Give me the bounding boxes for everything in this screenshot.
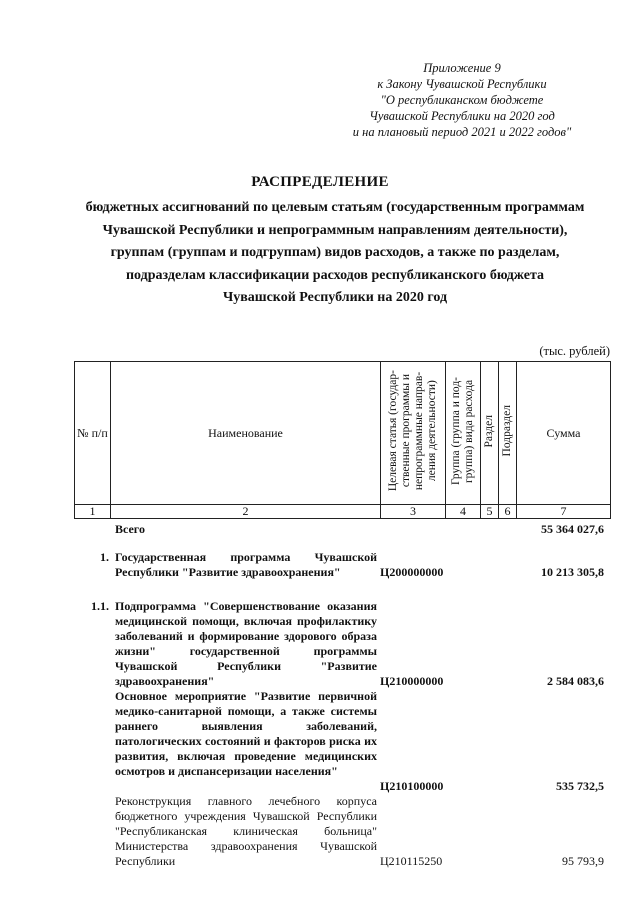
table-row <box>74 689 610 794</box>
subtitle-line: Чувашской Республики и непрограммным направлениям деятельности), <box>102 222 568 238</box>
col-number: 3 <box>381 505 446 519</box>
document-subtitle <box>60 197 610 310</box>
col-number: 1 <box>75 505 111 519</box>
document-title: РАСПРЕДЕЛЕНИЕ <box>251 174 389 190</box>
col-number: 5 <box>481 505 499 519</box>
col-number: 2 <box>111 505 381 519</box>
table-row <box>74 794 610 874</box>
col-number: 6 <box>499 505 517 519</box>
row-num: 1.1. <box>91 599 109 613</box>
appendix-line: к Закону Чувашской Республики <box>377 77 547 91</box>
row-code: Ц210115250 <box>380 854 443 868</box>
col-number: 7 <box>517 505 611 519</box>
row-name: Основное мероприятие "Развитие первичной медико-санитарной помощи, а также системы раннего выявления заболеваний, патологических состояний и факторов риска их развития, включая проведение медицинских осмотров и диспансеризации населения" <box>115 689 377 778</box>
appendix-line: Чувашской Республики на 2020 год <box>369 109 555 123</box>
col-number: 4 <box>446 505 481 519</box>
header-code-line: непрограммные направ- <box>413 371 425 491</box>
header-group-text <box>450 377 476 485</box>
header-group <box>446 362 481 505</box>
header-name: Наименование <box>111 362 381 505</box>
row-sum: 2 584 083,6 <box>547 674 604 688</box>
subtitle-line: группам (группам и подгруппам) видов расходов, а также по разделам, <box>110 245 560 260</box>
appendix-line: "О республиканском бюджете <box>380 93 544 107</box>
header-sum: Сумма <box>517 362 611 505</box>
row-sum: 10 213 305,8 <box>541 565 604 579</box>
appendix-line: Приложение 9 <box>423 61 501 75</box>
appendix-line: и на плановый период 2021 и 2022 годов" <box>352 125 572 139</box>
subtitle-line: Чувашской Республики на 2020 год <box>222 290 448 305</box>
header-subsection-text: Подраздел <box>501 405 513 457</box>
header-code-text <box>387 370 439 491</box>
subtitle-line: подразделам классификации расходов республиканского бюджета <box>125 267 545 283</box>
table-row <box>74 522 610 550</box>
row-sum: 55 364 027,6 <box>541 522 604 536</box>
row-code: Ц210100000 <box>380 779 444 793</box>
row-name: Подпрограмма "Совершенствование оказания медицинской помощи, включая профилактику заболеваний и формирование здорового образа жизни" государственной программы Чувашской Республики "Развитие здравоохранения" <box>115 599 377 688</box>
row-code: Ц200000000 <box>380 565 444 579</box>
header-code-line: ственные программы и <box>400 374 412 488</box>
header-section-text: Раздел <box>483 414 495 448</box>
table-row <box>74 550 610 599</box>
header-num: № п/п <box>75 362 111 505</box>
row-name: Всего <box>115 522 145 536</box>
header-code <box>381 362 446 505</box>
row-num: 1. <box>100 550 109 564</box>
budget-table-body <box>74 522 610 874</box>
row-name: Государственная программа Чувашской Республики "Развитие здравоохранения" <box>115 550 377 579</box>
table-row <box>74 599 610 689</box>
header-code-line: ления деятельности) <box>426 380 438 482</box>
header-group-line: группа) вида расхода <box>463 379 475 483</box>
row-code: Ц210000000 <box>380 674 444 688</box>
subtitle-line: бюджетных ассигнований по целевым статьям (государственным программам <box>85 200 585 215</box>
header-group-line: Группа (группа и под- <box>450 376 462 486</box>
row-sum: 535 732,5 <box>556 779 604 793</box>
row-sum: 95 793,9 <box>562 854 604 868</box>
header-code-line: Целевая статья (государ- <box>387 370 399 492</box>
row-name: Реконструкция главного лечебного корпуса бюджетного учреждения Чувашской Республики "Республиканская клиническая больница" Министерства здравоохранения Чувашской Республики <box>115 794 377 868</box>
header-subsection <box>499 362 517 505</box>
header-section <box>481 362 499 505</box>
budget-table-header <box>74 361 611 519</box>
units-label: (тыс. рублей) <box>539 344 610 358</box>
appendix-reference <box>322 60 602 140</box>
